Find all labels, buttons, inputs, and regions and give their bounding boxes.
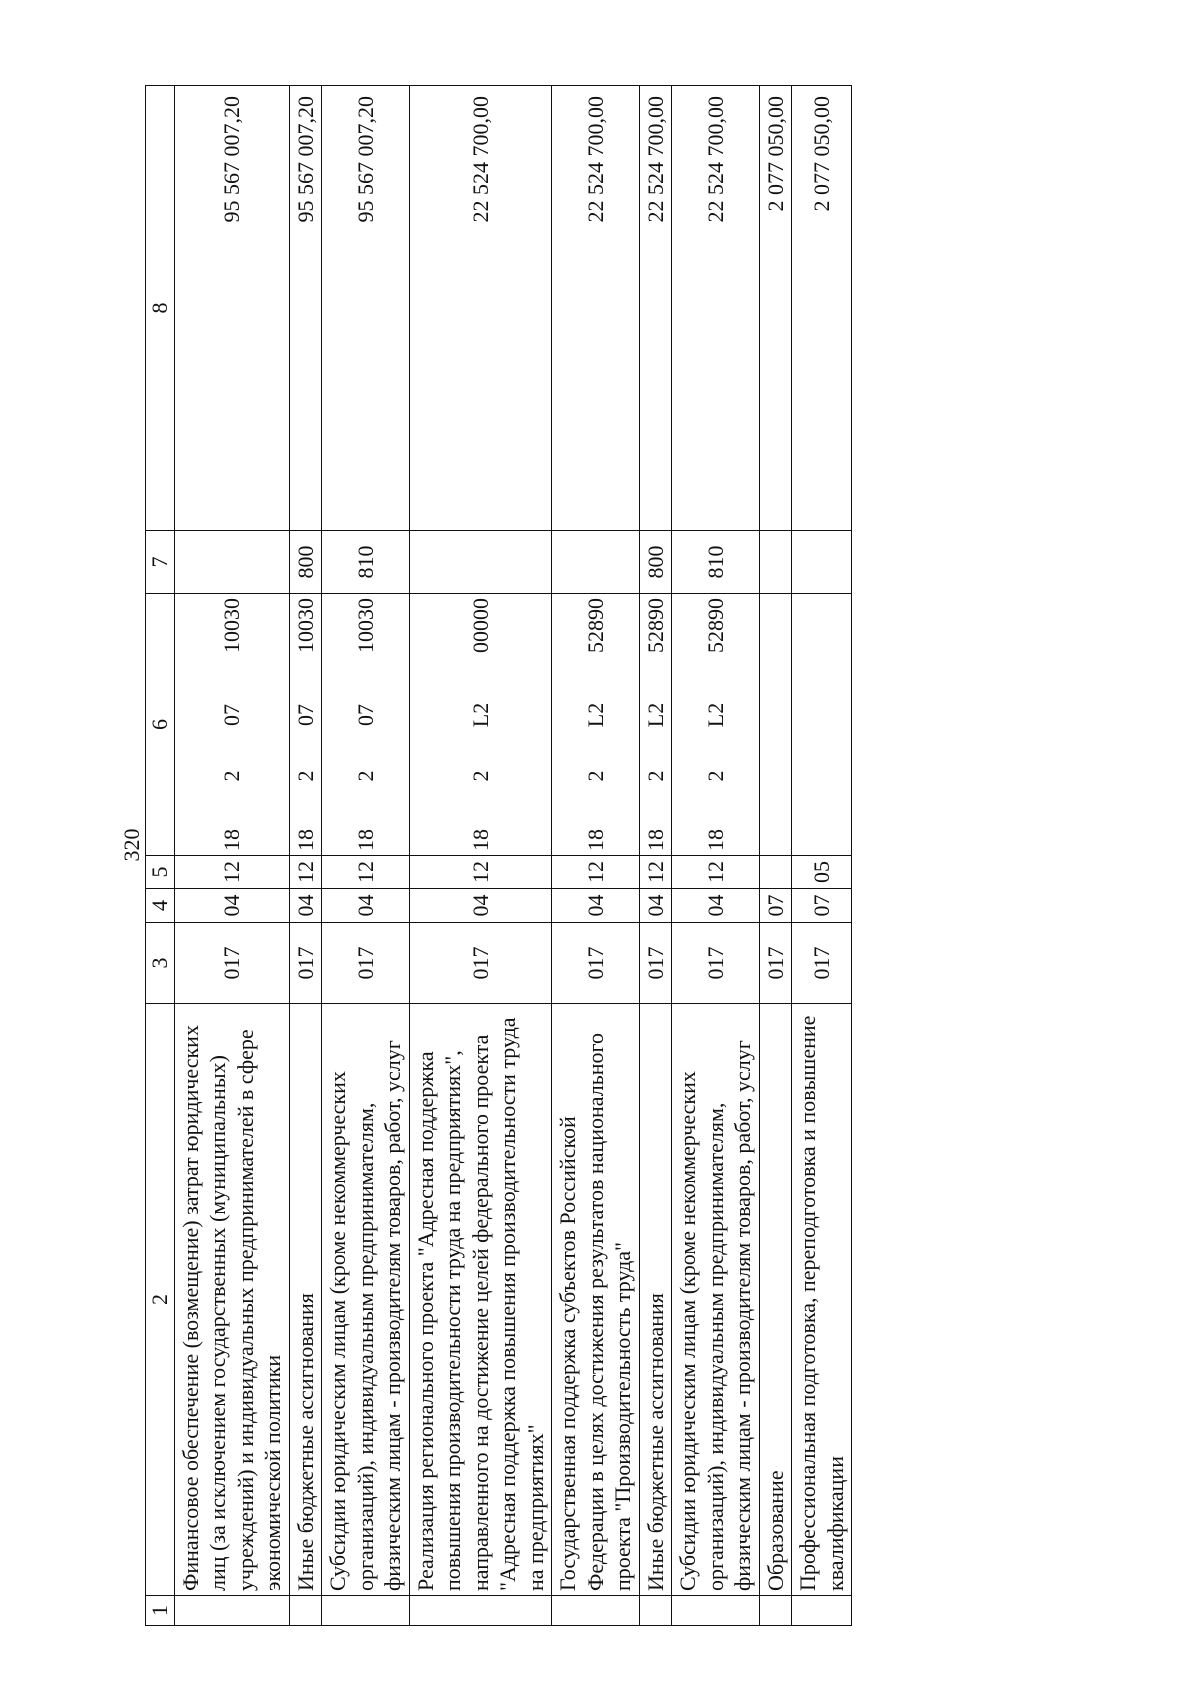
row-cs: 18 2 L2 52890: [639, 594, 672, 856]
row-cs: 18 2 07 10030: [289, 594, 322, 856]
row-name: Образование: [759, 1004, 792, 1596]
row-pr: 12: [322, 856, 410, 889]
row-rz: 04: [289, 889, 322, 923]
row-number-cell: [289, 1596, 322, 1626]
row-name: Финансовое обеспечение (возмещение) затрат юридических лиц (за исключением государственных (муниципальных) учреждений) и индивидуальных предпринимателей в сфере экономической политики: [174, 1004, 289, 1596]
row-cs: 18 2 L2 52890: [672, 594, 760, 856]
header-col-1: 1: [146, 1596, 175, 1626]
row-vr: 810: [672, 531, 760, 594]
row-rz: 04: [639, 889, 672, 923]
row-pr: 12: [409, 856, 552, 889]
row-rz: 04: [672, 889, 760, 923]
header-col-4: 4: [146, 889, 175, 923]
row-sum: 22 524 700,00: [552, 86, 640, 531]
row-sum: 22 524 700,00: [409, 86, 552, 531]
header-col-2: 2: [146, 1004, 175, 1596]
table-row: [672, 86, 760, 1626]
row-pr: [759, 856, 792, 889]
header-col-7: 7: [146, 531, 175, 594]
row-pr: 12: [289, 856, 322, 889]
table-row: [759, 86, 792, 1626]
row-vr: 800: [639, 531, 672, 594]
row-number-cell: [672, 1596, 760, 1626]
row-gl: 017: [672, 923, 760, 1004]
row-vr: 800: [289, 531, 322, 594]
row-vr: [759, 531, 792, 594]
row-gl: 017: [409, 923, 552, 1004]
table-row: [289, 86, 322, 1626]
row-vr: [792, 531, 852, 594]
budget-table: [145, 85, 852, 1626]
row-pr: 12: [639, 856, 672, 889]
row-vr: 810: [322, 531, 410, 594]
table-row: [792, 86, 852, 1626]
row-rz: 07: [792, 889, 852, 923]
row-name: Субсидии юридическим лицам (кроме некоммерческих организаций), индивидуальным предпринимателям, физическим лицам - производителям товаров, работ, услуг: [322, 1004, 410, 1596]
row-number-cell: [552, 1596, 640, 1626]
row-cs: 18 2 L2 00000: [409, 594, 552, 856]
budget-table-rotated: [145, 86, 1065, 1626]
row-rz: 04: [322, 889, 410, 923]
row-number-cell: [409, 1596, 552, 1626]
row-gl: 017: [174, 923, 289, 1004]
row-pr: 12: [672, 856, 760, 889]
row-sum: 95 567 007,20: [174, 86, 289, 531]
row-name: Государственная поддержка субъектов Российской Федерации в целях достижения результатов национального проекта "Производительность труда": [552, 1004, 640, 1596]
header-col-5: 5: [146, 856, 175, 889]
row-name: Иные бюджетные ассигнования: [289, 1004, 322, 1596]
table-row: [174, 86, 289, 1626]
row-vr: [174, 531, 289, 594]
row-number-cell: [792, 1596, 852, 1626]
row-cs: 18 2 07 10030: [322, 594, 410, 856]
row-rz: 04: [552, 889, 640, 923]
row-gl: 017: [289, 923, 322, 1004]
page-number: 320: [119, 828, 144, 862]
row-cs: [759, 594, 792, 856]
row-sum: 95 567 007,20: [289, 86, 322, 531]
row-number-cell: [322, 1596, 410, 1626]
row-rz: 07: [759, 889, 792, 923]
row-pr: 12: [552, 856, 640, 889]
row-sum: 95 567 007,20: [322, 86, 410, 531]
row-sum: 2 077 050,00: [759, 86, 792, 531]
row-vr: [552, 531, 640, 594]
row-name: Реализация регионального проекта "Адресная поддержка повышения производительности труда на предприятиях", направленного на достижение целей федерального проекта "Адресная поддержка повышения производительности труда на предприятиях": [409, 1004, 552, 1596]
row-gl: 017: [322, 923, 410, 1004]
row-number-cell: [639, 1596, 672, 1626]
table-row: [639, 86, 672, 1626]
table-row: [552, 86, 640, 1626]
header-row: [146, 86, 175, 1626]
row-number-cell: [174, 1596, 289, 1626]
row-cs: 18 2 07 10030: [174, 594, 289, 856]
row-gl: 017: [759, 923, 792, 1004]
table-row: [322, 86, 410, 1626]
row-rz: 04: [174, 889, 289, 923]
row-cs: 18 2 L2 52890: [552, 594, 640, 856]
row-pr: 05: [792, 856, 852, 889]
row-name: Профессиональная подготовка, переподготовка и повышение квалификации: [792, 1004, 852, 1596]
row-sum: 22 524 700,00: [672, 86, 760, 531]
row-gl: 017: [552, 923, 640, 1004]
row-cs: [792, 594, 852, 856]
row-sum: 2 077 050,00: [792, 86, 852, 531]
table-row: [409, 86, 552, 1626]
row-name: Иные бюджетные ассигнования: [639, 1004, 672, 1596]
row-pr: 12: [174, 856, 289, 889]
row-sum: 22 524 700,00: [639, 86, 672, 531]
row-name: Субсидии юридическим лицам (кроме некоммерческих организаций), индивидуальным предпринимателям, физическим лицам - производителям товаров, работ, услуг: [672, 1004, 760, 1596]
row-gl: 017: [792, 923, 852, 1004]
row-vr: [409, 531, 552, 594]
header-col-8: 8: [146, 86, 175, 531]
header-col-3: 3: [146, 923, 175, 1004]
row-gl: 017: [639, 923, 672, 1004]
row-rz: 04: [409, 889, 552, 923]
row-number-cell: [759, 1596, 792, 1626]
header-col-6: 6: [146, 594, 175, 856]
